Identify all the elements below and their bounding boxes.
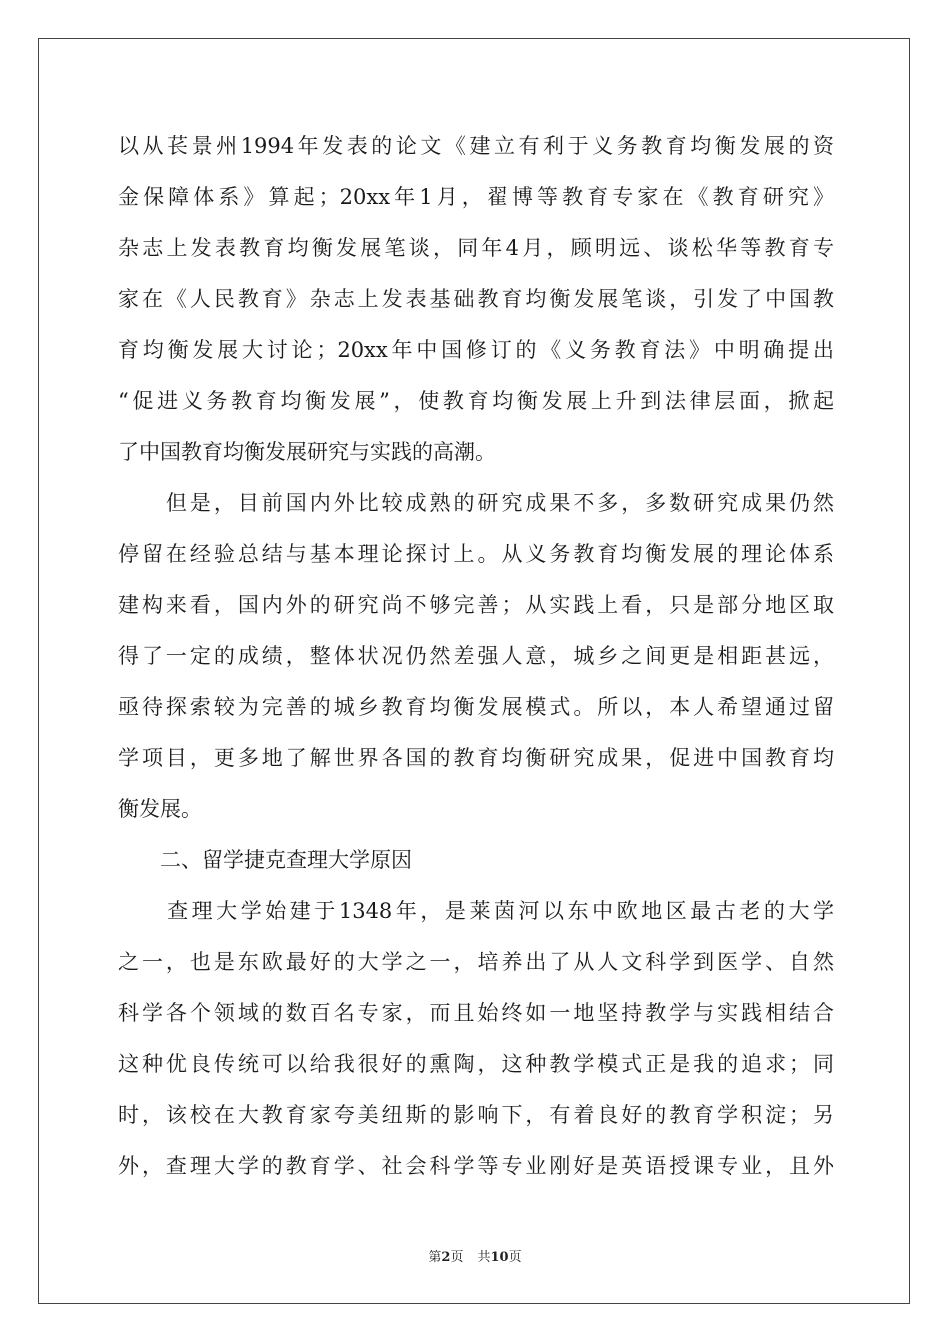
text-line: 外，查理大学的教育学、社会科学等专业刚好是英语授课专业，且外 [118, 1154, 834, 1178]
text-line: 得了一定的成绩，整体状况仍然差强人意，城乡之间更是相距甚远， [118, 644, 834, 668]
text-line: 学项目，更多地了解世界各国的教育均衡研究成果，促进中国教育均 [118, 746, 834, 770]
text-line: 这种优良传统可以给我很好的熏陶，这种教学模式正是我的追求；同 [118, 1052, 834, 1076]
page-prefix: 第 [428, 1250, 442, 1265]
text-line: 衡发展。 [118, 797, 202, 821]
text-line: 但是，目前国内外比较成熟的研究成果不多，多数研究成果仍然 [118, 491, 834, 515]
total-pages-number: 10 [490, 1250, 509, 1265]
document-body [118, 126, 834, 1197]
current-page-number: 2 [441, 1250, 451, 1265]
text-line: 了中国教育均衡发展研究与实践的高潮。 [118, 440, 496, 464]
text-line: 之一，也是东欧最好的大学之一，培养出了从人文科学到医学、自然 [118, 950, 834, 974]
text-line: 时，该校在大教育家夸美纽斯的影响下，有着良好的教育学积淀；另 [118, 1103, 834, 1127]
page-footer [0, 1246, 950, 1265]
text-line: 以从苌景州1994年发表的论文《建立有利于义务教育均衡发展的资 [118, 134, 834, 158]
total-suffix: 页 [508, 1250, 522, 1265]
total-prefix: 共 [477, 1250, 491, 1265]
text-line: 亟待探索较为完善的城乡教育均衡发展模式。所以，本人希望通过留 [118, 695, 834, 719]
text-line: 育均衡发展大讨论；20xx年中国修订的《义务教育法》中明确提出 [118, 338, 834, 362]
text-line: 建构来看，国内外的研究尚不够完善；从实践上看，只是部分地区取 [118, 593, 834, 617]
text-line: “促进义务教育均衡发展”，使教育均衡发展上升到法律层面，掀起 [118, 389, 834, 413]
text-line: 查理大学始建于1348年，是莱茵河以东中欧地区最古老的大学 [118, 899, 834, 923]
text-line: 停留在经验总结与基本理论探讨上。从义务教育均衡发展的理论体系 [118, 542, 834, 566]
text-line: 家在《人民教育》杂志上发表基础教育均衡发展笔谈，引发了中国教 [118, 287, 834, 311]
text-line: 杂志上发表教育均衡发展笔谈，同年4月，顾明远、谈松华等教育专 [118, 236, 834, 260]
page-suffix: 页 [450, 1250, 464, 1265]
text-line: 科学各个领域的数百名专家，而且始终如一地坚持教学与实践相结合 [118, 1001, 834, 1025]
section-heading: 二、留学捷克查理大学原因 [118, 848, 412, 872]
text-line: 金保障体系》算起；20xx年1月，翟博等教育专家在《教育研究》 [118, 185, 834, 209]
